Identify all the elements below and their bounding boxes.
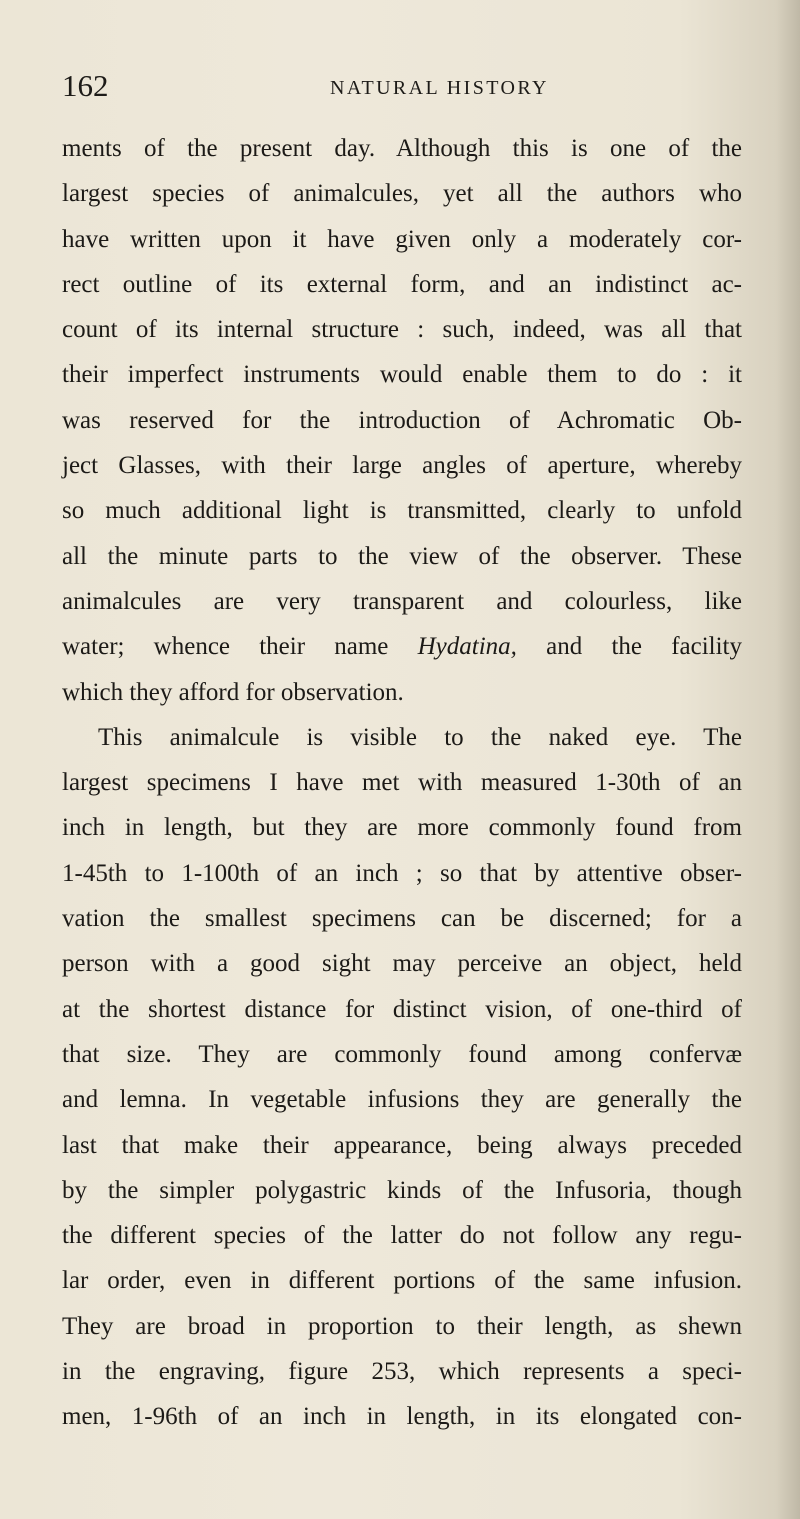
text-line: 1-45th to 1-100th of an inch ; so that by attentive obser- (62, 859, 742, 887)
text-line: person with a good sight may perceive an object, held (62, 950, 742, 978)
text-line: ject Glasses, with their large angles of aperture, whereby (62, 452, 742, 480)
text-line: was reserved for the introduction of Achromatic Ob- (62, 406, 742, 434)
text-line: count of its internal structure : such, indeed, was all that (62, 316, 742, 344)
text-line: have written upon it have given only a moderately cor- (62, 225, 742, 253)
text-segment: water; whence their name (62, 633, 389, 661)
genus-name: Hydatina, (417, 633, 517, 661)
text-line: vation the smallest specimens can be discerned; for a (62, 905, 742, 933)
page-number: 162 (62, 68, 109, 103)
running-head: NATURAL HISTORY (330, 77, 549, 99)
text-line: by the simpler polygastric kinds of the Infusoria, though (62, 1176, 742, 1204)
text-line: They are broad in proportion to their length, as shewn (62, 1312, 742, 1340)
text-line: last that make their appearance, being always preceded (62, 1131, 742, 1159)
text-line: at the shortest distance for distinct vision, of one-third of (62, 995, 742, 1023)
text-line: their imperfect instruments would enable them to do : it (62, 361, 742, 389)
text-line: ments of the present day. Although this is one of the (62, 135, 742, 162)
text-line: lar order, even in different portions of the same infusion. (62, 1267, 742, 1295)
text-line: that size. They are commonly found among confervæ (62, 1040, 742, 1068)
text-line: men, 1-96th of an inch in length, in its elongated con- (62, 1403, 742, 1431)
text-segment: and the facility (546, 633, 743, 661)
text-line: This animalcule is visible to the naked eye. The (98, 723, 742, 751)
page-header (62, 68, 742, 108)
text-line: largest specimens I have met with measured 1-30th of an (62, 769, 742, 797)
text-line: inch in length, but they are more commonly found from (62, 814, 742, 842)
text-line: all the minute parts to the view of the observer. These (62, 542, 742, 570)
text-line: largest species of animalcules, yet all the authors who (62, 180, 742, 208)
text-line: and lemna. In vegetable infusions they are generally the (62, 1086, 742, 1114)
text-line-mixed (62, 624, 742, 669)
text-line: animalcules are very transparent and colourless, like (62, 587, 742, 615)
text-line: which they afford for observation. (62, 678, 404, 706)
text-line: so much additional light is transmitted, clearly to unfold (62, 497, 742, 525)
body-text (62, 126, 742, 1440)
text-line: the different species of the latter do not follow any regu- (62, 1222, 742, 1250)
text-line: rect outline of its external form, and an indistinct ac- (62, 270, 742, 298)
text-line: in the engraving, figure 253, which represents a speci- (62, 1358, 742, 1386)
